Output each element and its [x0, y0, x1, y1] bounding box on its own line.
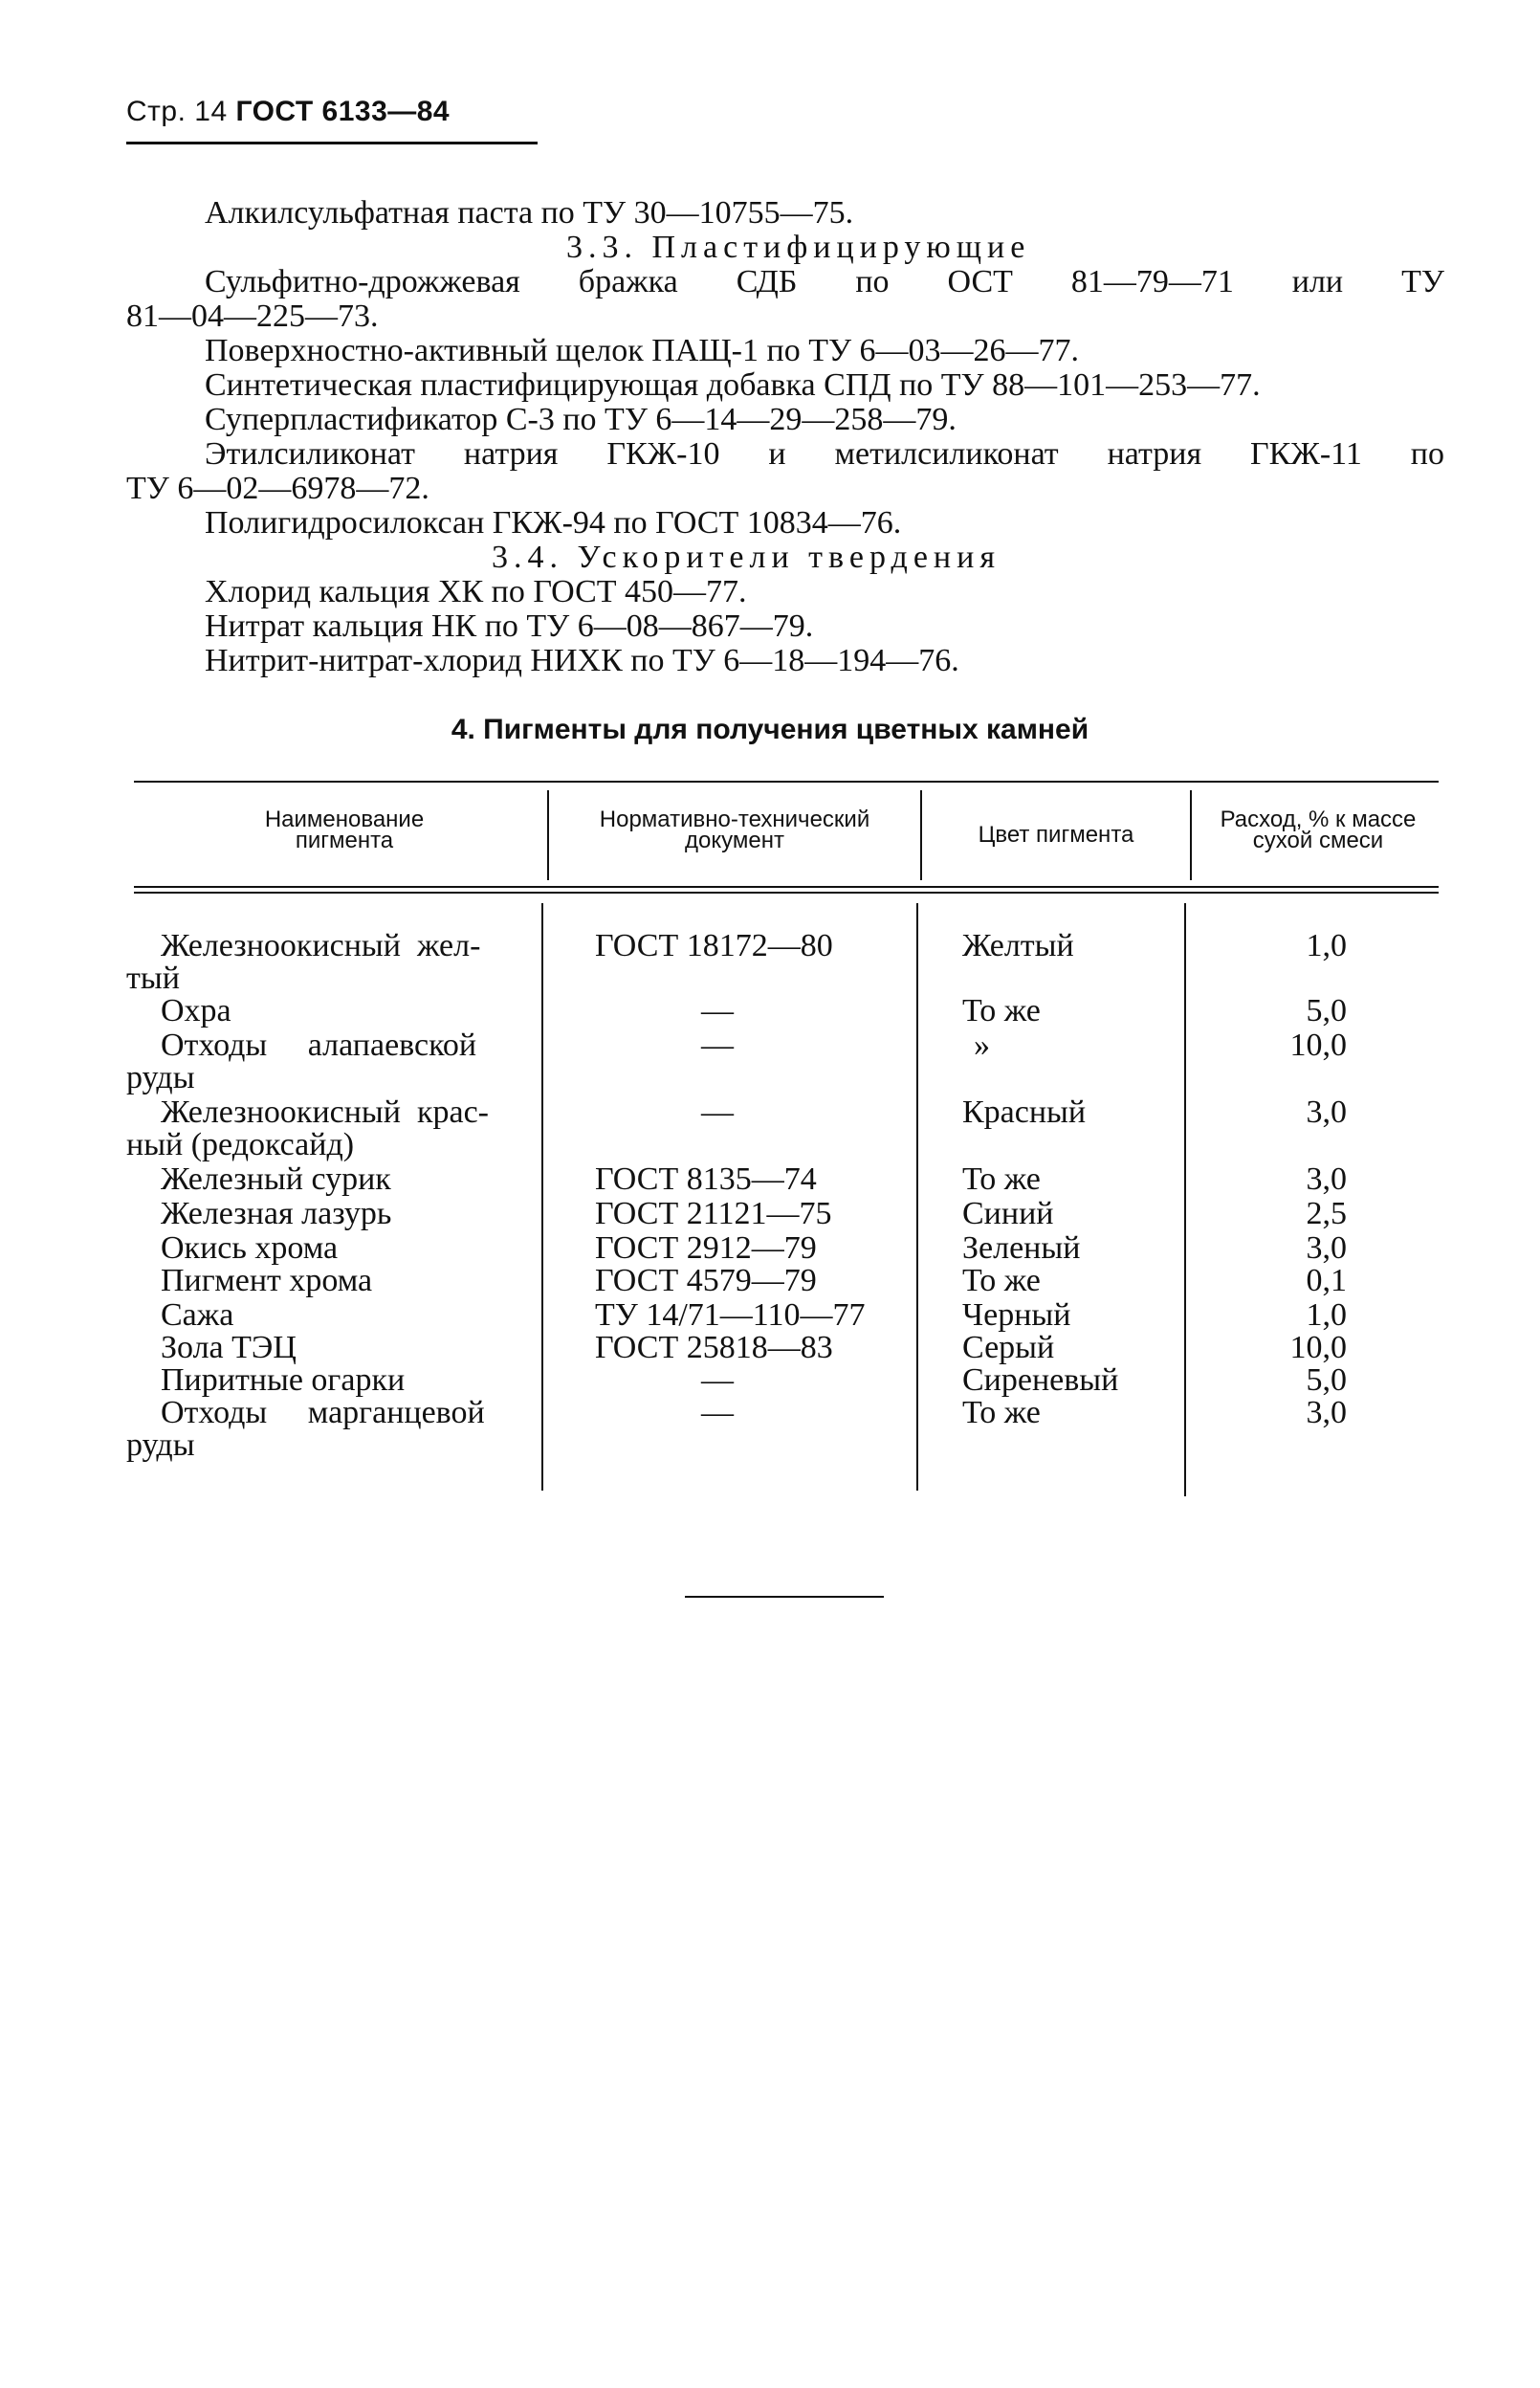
footer-rule	[685, 1596, 884, 1598]
text-line-10: Хлорид кальция ХК по ГОСТ 450—77.	[205, 574, 747, 609]
pigment-rate: 3,0	[1306, 1230, 1347, 1266]
pigment-rate: 2,5	[1306, 1196, 1347, 1231]
table-top-rule	[134, 781, 1439, 783]
l7-word-5: натрия	[1107, 436, 1202, 472]
pigment-rate: 3,0	[1306, 1161, 1347, 1197]
body-divider-3	[1184, 903, 1186, 1496]
column-header-rate-line-2: сухой смеси	[1252, 828, 1384, 853]
column-header-name-line-2: пигмента	[295, 828, 394, 853]
pigment-rate: 1,0	[1306, 1297, 1347, 1333]
pigment-rate: 10,0	[1289, 1330, 1347, 1365]
body-divider-2	[916, 903, 918, 1491]
pigment-name: Отходы алапаевской	[161, 1028, 477, 1063]
pigment-name: Железная лазурь	[161, 1196, 392, 1231]
pigment-document: ГОСТ 8135—74	[595, 1161, 817, 1197]
pigment-rate: 3,0	[1306, 1094, 1347, 1130]
pigment-color: То же	[962, 993, 1041, 1028]
l7-word-3: и	[768, 436, 786, 472]
pigment-name: руды	[126, 1060, 195, 1095]
subsection-3-4-heading: 3.4. Ускорители твердения	[492, 540, 1001, 575]
page-number: Стр. 14	[126, 96, 228, 127]
column-header-name-line-1: Наименование	[264, 807, 425, 832]
l2-word-6: или	[1291, 264, 1344, 299]
pigment-color: »	[974, 1028, 990, 1063]
pigment-rate: 10,0	[1289, 1028, 1347, 1063]
pigment-color: То же	[962, 1263, 1041, 1298]
pigment-color: Черный	[962, 1297, 1071, 1333]
pigment-document: —	[701, 1395, 734, 1430]
subsection-3-3-heading: 3.3. Пластифицирующие	[566, 230, 1031, 265]
pigment-name: Сажа	[161, 1297, 234, 1333]
l2-word-7: ТУ	[1401, 264, 1444, 299]
pigment-name: Окись хрома	[161, 1230, 339, 1266]
l2-word-0: Сульфитно-дрожжевая	[205, 264, 520, 299]
l7-word-0: Этилсиликонат	[205, 436, 415, 472]
pigment-document: ГОСТ 2912—79	[595, 1230, 817, 1266]
pigment-rate: 0,1	[1306, 1263, 1347, 1298]
header-divider-2	[920, 790, 922, 880]
l2-word-5: 81—79—71	[1070, 264, 1234, 299]
body-divider-1	[541, 903, 543, 1491]
l2-word-1: бражка	[578, 264, 678, 299]
pigment-name: Железноокисный крас-	[161, 1094, 489, 1130]
l2-word-2: СДБ	[736, 264, 798, 299]
pigment-rate: 5,0	[1306, 1362, 1347, 1398]
l7-word-6: ГКЖ-11	[1250, 436, 1362, 472]
column-header-document	[553, 809, 916, 851]
pigment-document: ГОСТ 18172—80	[595, 928, 833, 963]
pigment-document: —	[701, 1028, 734, 1063]
pigment-name: Пигмент хрома	[161, 1263, 373, 1298]
l2-word-3: по	[855, 264, 890, 299]
pigment-document: ГОСТ 4579—79	[595, 1263, 817, 1298]
text-line-5: Синтетическая пластифицирующая добавка СПД по ТУ 88—101—253—77.	[205, 367, 1261, 403]
pigment-document: ГОСТ 21121—75	[595, 1196, 832, 1231]
header-divider-3	[1190, 790, 1192, 880]
text-line-2	[205, 266, 1444, 298]
column-header-rate	[1194, 809, 1442, 851]
text-line-6: Суперпластификатор С-3 по ТУ 6—14—29—258—79.	[205, 402, 957, 437]
text-line-11: Нитрат кальция НК по ТУ 6—08—867—79.	[205, 608, 814, 644]
pigment-name: Пиритные огарки	[161, 1362, 406, 1398]
l7-word-1: натрия	[463, 436, 559, 472]
pigment-document: —	[701, 993, 734, 1028]
pigment-document: —	[701, 1362, 734, 1398]
pigment-name: Железный сурик	[161, 1161, 391, 1197]
pigment-rate: 3,0	[1306, 1395, 1347, 1430]
pigment-color: Серый	[962, 1330, 1055, 1365]
pigment-rate: 5,0	[1306, 993, 1347, 1028]
pigment-document: ГОСТ 25818—83	[595, 1330, 833, 1365]
pigment-document: —	[701, 1094, 734, 1130]
column-header-name	[191, 809, 497, 851]
l2-word-4: ОСТ	[947, 264, 1013, 299]
pigment-color: Зеленый	[962, 1230, 1081, 1266]
l7-word-4: метилсиликонат	[834, 436, 1059, 472]
pigment-color: Сиреневый	[962, 1362, 1119, 1398]
column-header-color-line-1: Цвет пигмента	[978, 822, 1134, 848]
document-code: ГОСТ 6133—84	[235, 96, 451, 127]
column-header-document-line-2: документ	[685, 828, 784, 853]
text-line-3: 81—04—225—73.	[126, 298, 379, 334]
pigment-color: То же	[962, 1395, 1041, 1430]
text-line-4: Поверхностно-активный щелок ПАЩ-1 по ТУ 6—03—26—77.	[205, 333, 1080, 368]
header-divider-1	[547, 790, 549, 880]
pigment-color: Красный	[962, 1094, 1087, 1130]
pigment-name: Железноокисный жел-	[161, 928, 481, 963]
pigment-name: тый	[126, 961, 180, 996]
pigment-name: Зола ТЭЦ	[161, 1330, 297, 1365]
section-title: 4. Пигменты для получения цветных камней	[451, 714, 1089, 745]
pigment-document: ТУ 14/71—110—77	[595, 1297, 866, 1333]
pigment-rate: 1,0	[1306, 928, 1347, 963]
table-header-rule-2	[134, 892, 1439, 894]
pigment-color: То же	[962, 1161, 1041, 1197]
table-header-rule-1	[134, 886, 1439, 888]
text-line-12: Нитрит-нитрат-хлорид НИХК по ТУ 6—18—194—76.	[205, 643, 959, 678]
pigment-name: Отходы марганцевой	[161, 1395, 485, 1430]
column-header-document-line-1: Нормативно-технический	[599, 807, 870, 832]
pigment-color: Синий	[962, 1196, 1054, 1231]
column-header-color	[926, 822, 1186, 848]
text-line-7	[205, 438, 1444, 471]
page-header	[126, 96, 450, 128]
text-line-9: Полигидросилоксан ГКЖ-94 по ГОСТ 10834—76.	[205, 505, 902, 541]
l7-word-2: ГКЖ-10	[606, 436, 720, 472]
pigment-name: ный (редоксайд)	[126, 1127, 355, 1162]
column-header-rate-line-1: Расход, % к массе	[1220, 807, 1417, 832]
pigment-name: Охра	[161, 993, 231, 1028]
header-rule	[126, 142, 538, 144]
pigment-name: руды	[126, 1427, 195, 1463]
l7-word-7: по	[1410, 436, 1444, 472]
text-line-1: Алкилсульфатная паста по ТУ 30—10755—75.	[205, 195, 854, 231]
text-line-8: ТУ 6—02—6978—72.	[126, 471, 429, 506]
pigment-color: Желтый	[962, 928, 1074, 963]
